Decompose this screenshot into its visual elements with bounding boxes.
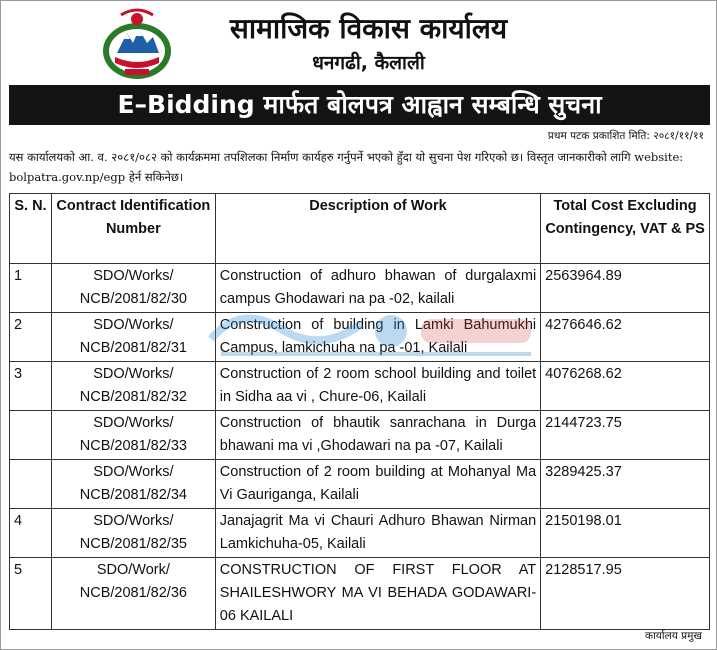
header-description: Description of Work (215, 194, 540, 264)
cell-contract-id (51, 411, 215, 460)
cell-contract-id (51, 362, 215, 411)
office-location: धनगढी, कैलाली (312, 52, 425, 74)
cell-cost: 2150198.01 (541, 509, 710, 558)
notice-banner: E–Bidding मार्फत बोलपत्र आह्वान सम्बन्धि सुचना (9, 85, 710, 125)
office-title: सामाजिक विकास कार्यालय (229, 12, 508, 45)
cell-sn (10, 460, 52, 509)
publication-date: प्रथम पटक प्रकाशित मिति: २०८१/११/११ (547, 130, 704, 142)
cell-cost: 3289425.37 (541, 460, 710, 509)
table-row (10, 411, 710, 460)
cell-sn: 2 (10, 313, 52, 362)
cell-contract-id (51, 264, 215, 313)
cell-description: Construction of 2 room building at Mohanyal Ma Vi Gauriganga, Kailali (215, 460, 540, 509)
cell-description: Construction of building in Lamki Bahumukhi Campus, lamkichuha na pa -01, Kailali (215, 313, 540, 362)
cell-contract-id (51, 313, 215, 362)
table-row (10, 509, 710, 558)
contract-id-part: SDO/Works/ (93, 317, 174, 333)
table-row (10, 313, 710, 362)
table-row (10, 558, 710, 630)
cell-cost: 2128517.95 (541, 558, 710, 630)
table-header-row (10, 194, 710, 264)
cell-description: Construction of 2 room school building and toilet in Sidha aa vi , Chure-06, Kailali (215, 362, 540, 411)
contract-id-part: NCB/2081/82/35 (79, 536, 187, 552)
table-row (10, 362, 710, 411)
contract-id-part: SDO/Work/ (96, 562, 170, 578)
cell-description: CONSTRUCTION OF FIRST FLOOR AT SHAILESHWORY MA VI BEHADA GODAWARI-06 KAILALI (215, 558, 540, 630)
contract-id-part: NCB/2081/82/34 (79, 487, 187, 503)
contract-id-part: SDO/Works/ (93, 464, 174, 480)
contract-id-part: NCB/2081/82/30 (79, 291, 187, 307)
table-row (10, 460, 710, 509)
cell-sn: 3 (10, 362, 52, 411)
cell-cost: 4276646.62 (541, 313, 710, 362)
cell-description: Construction of bhautik sanrachana in Durga bhawani ma vi ,Ghodawari na pa -07, Kailali (215, 411, 540, 460)
table-row (10, 264, 710, 313)
contract-id-part: NCB/2081/82/33 (79, 438, 187, 454)
cell-cost: 2563964.89 (541, 264, 710, 313)
cell-sn: 4 (10, 509, 52, 558)
contract-id-part: SDO/Works/ (93, 415, 174, 431)
cell-cost: 4076268.62 (541, 362, 710, 411)
cell-contract-id (51, 509, 215, 558)
contract-id-part: NCB/2081/82/31 (79, 340, 187, 356)
contract-id-part: SDO/Works/ (93, 513, 174, 529)
header-contract-id: Contract Identification Number (51, 194, 215, 264)
cell-description: Construction of adhuro bhawan of durgalaxmi campus Ghodawari na pa -02, kailali (215, 264, 540, 313)
cell-sn: 1 (10, 264, 52, 313)
contract-id-part: NCB/2081/82/32 (79, 389, 187, 405)
cell-description: Janajagrit Ma vi Chauri Adhuro Bhawan Nirman Lamkichuha-05, Kailali (215, 509, 540, 558)
cell-sn: 5 (10, 558, 52, 630)
cell-sn (10, 411, 52, 460)
header-cost: Total Cost Excluding Contingency, VAT & PS (541, 194, 710, 264)
contract-id-part: SDO/Works/ (93, 268, 174, 284)
contract-id-part: SDO/Works/ (93, 366, 174, 382)
cell-contract-id (51, 558, 215, 630)
contract-id-part: NCB/2081/82/36 (79, 585, 187, 601)
header-sn: S. N. (10, 194, 52, 264)
cell-cost: 2144723.75 (541, 411, 710, 460)
signatory: कार्यालय प्रमुख (645, 630, 702, 642)
works-table (9, 193, 710, 630)
intro-paragraph: यस कार्यालयको आ. व. २०८१/०८२ को कार्यक्रममा तपशिलका निर्माण कार्यहरु गर्नुपर्ने भएको हुँदा यो सुचना पेश गरिएको छ। विस्तृत जानकारीको लागि website: bolpatra.gov.np/egp हेर्न सकिनेछ। (9, 150, 684, 184)
cell-contract-id (51, 460, 215, 509)
